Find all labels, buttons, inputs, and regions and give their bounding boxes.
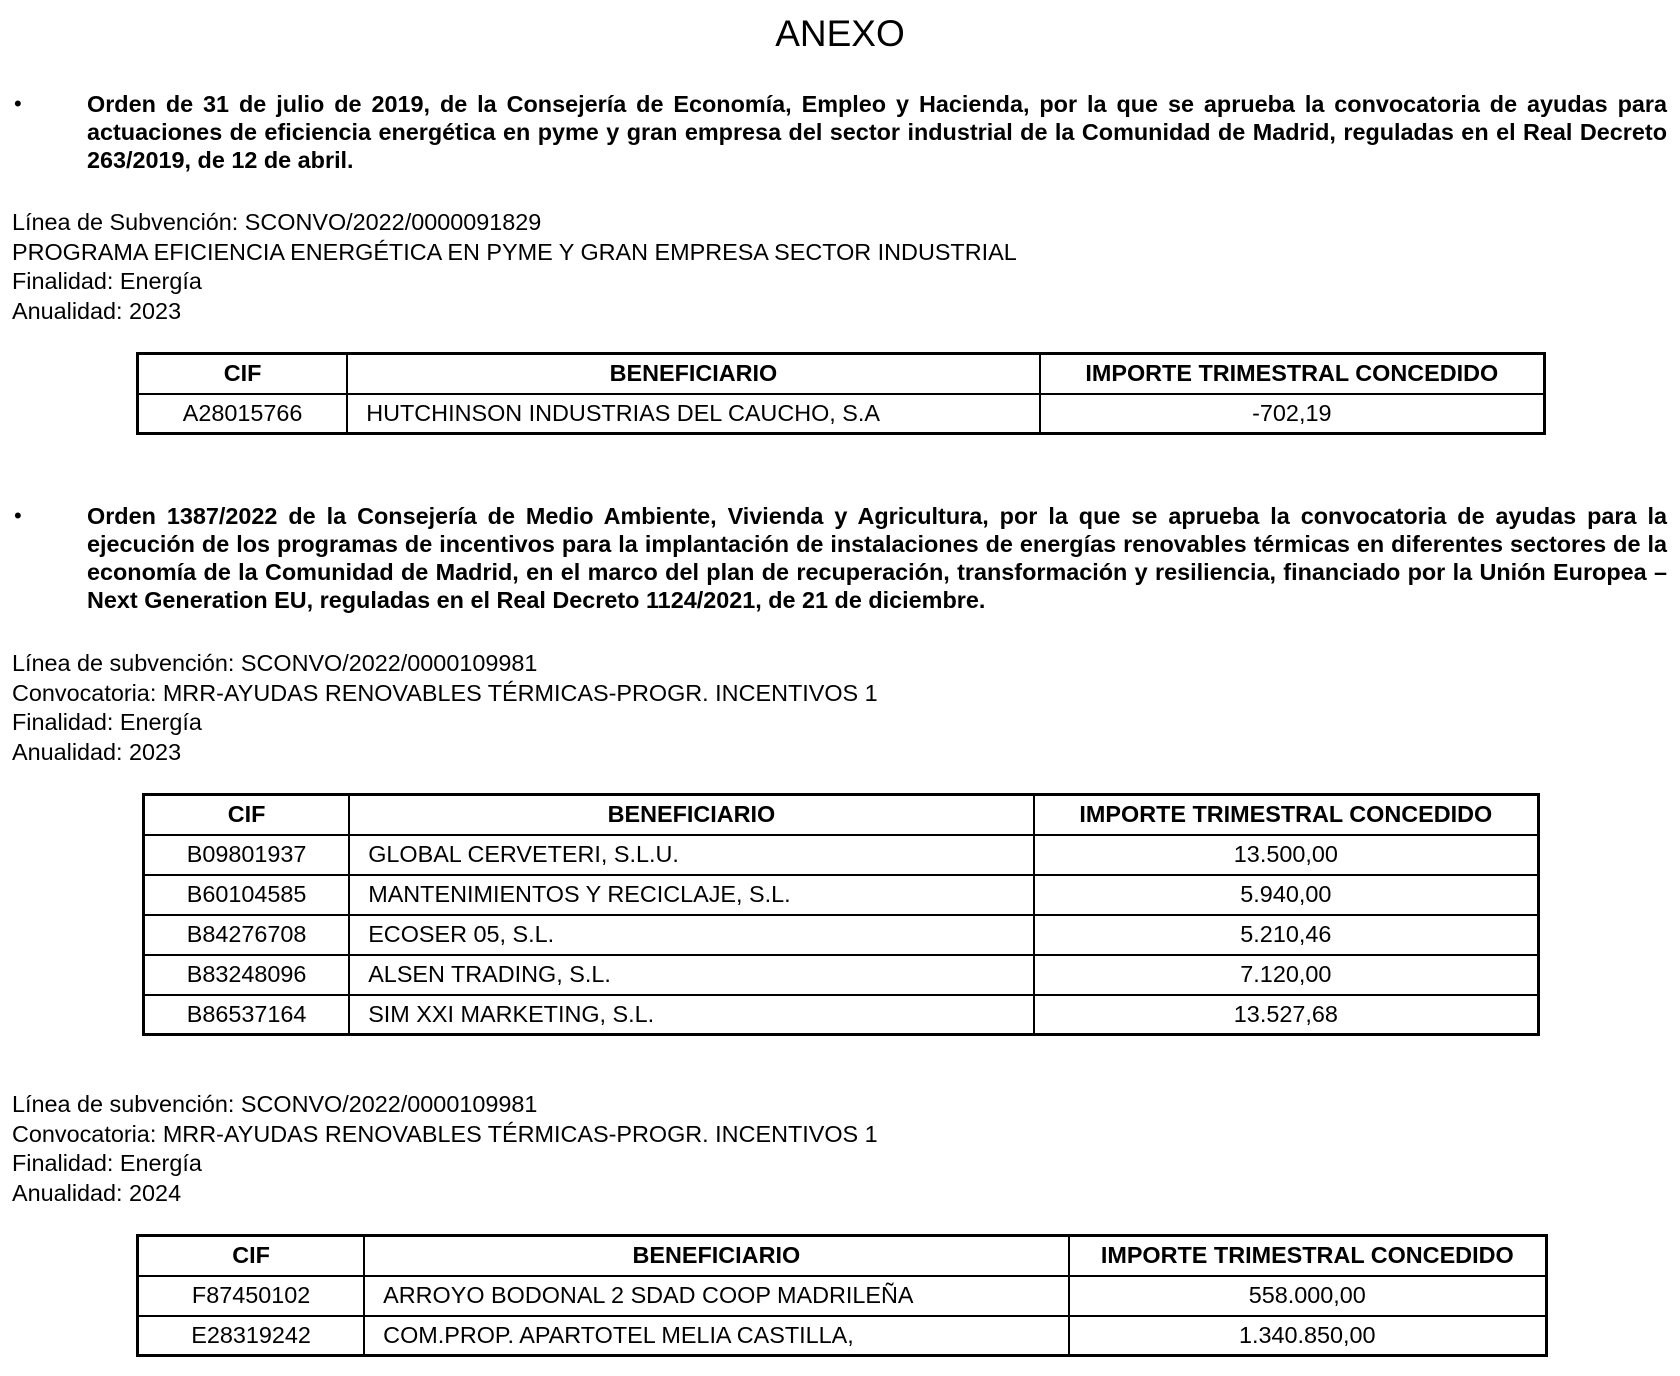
annuity: Anualidad: 2023 xyxy=(12,738,182,765)
cell-cif: B60104585 xyxy=(144,875,350,915)
cell-amount: 13.500,00 xyxy=(1034,835,1539,875)
table-header-row xyxy=(144,795,1539,835)
table-row xyxy=(144,875,1539,915)
bullet-icon: • xyxy=(14,91,22,116)
header-beneficiary: BENEFICIARIO xyxy=(349,795,1033,835)
cell-amount: 5.940,00 xyxy=(1034,875,1539,915)
cell-cif: E28319242 xyxy=(138,1316,365,1356)
beneficiaries-table-3 xyxy=(136,1234,1548,1357)
cell-beneficiary: HUTCHINSON INDUSTRIAS DEL CAUCHO, S.A xyxy=(347,394,1039,434)
cell-beneficiary: GLOBAL CERVETERI, S.L.U. xyxy=(349,835,1033,875)
call-name: Convocatoria: MRR-AYUDAS RENOVABLES TÉRMICAS-PROGR. INCENTIVOS 1 xyxy=(12,1120,878,1147)
subsidy-line-info-1 xyxy=(12,208,1017,326)
subsidy-line-info-3 xyxy=(12,1090,878,1208)
table-row xyxy=(144,915,1539,955)
cell-beneficiary: ARROYO BODONAL 2 SDAD COOP MADRILEÑA xyxy=(364,1276,1068,1316)
cell-beneficiary: ECOSER 05, S.L. xyxy=(349,915,1033,955)
annuity: Anualidad: 2024 xyxy=(12,1179,182,1206)
header-cif: CIF xyxy=(138,354,348,394)
table-row xyxy=(144,955,1539,995)
header-amount: IMPORTE TRIMESTRAL CONCEDIDO xyxy=(1040,354,1545,394)
header-beneficiary: BENEFICIARIO xyxy=(364,1236,1068,1276)
header-amount: IMPORTE TRIMESTRAL CONCEDIDO xyxy=(1034,795,1539,835)
cell-amount: 5.210,46 xyxy=(1034,915,1539,955)
header-cif: CIF xyxy=(144,795,350,835)
subsidy-line-info-2 xyxy=(12,649,878,767)
program-name: PROGRAMA EFICIENCIA ENERGÉTICA EN PYME Y GRAN EMPRESA SECTOR INDUSTRIAL xyxy=(12,238,1017,265)
header-beneficiary: BENEFICIARIO xyxy=(347,354,1039,394)
bullet-icon: • xyxy=(14,503,22,528)
table-row xyxy=(138,394,1545,434)
subsidy-line: Línea de Subvención: SCONVO/2022/0000091829 xyxy=(12,209,542,235)
table-row xyxy=(138,1316,1547,1356)
beneficiaries-table-2 xyxy=(142,793,1540,1036)
purpose: Finalidad: Energía xyxy=(12,1150,202,1176)
subsidy-line: Línea de subvención: SCONVO/2022/0000109981 xyxy=(12,650,538,676)
table-row xyxy=(144,835,1539,875)
cell-amount: 558.000,00 xyxy=(1069,1276,1547,1316)
header-cif: CIF xyxy=(138,1236,365,1276)
table-header-row xyxy=(138,1236,1547,1276)
subsidy-line: Línea de subvención: SCONVO/2022/0000109981 xyxy=(12,1091,538,1117)
cell-cif: B86537164 xyxy=(144,995,350,1035)
cell-cif: B83248096 xyxy=(144,955,350,995)
table-header-row xyxy=(138,354,1545,394)
cell-beneficiary: ALSEN TRADING, S.L. xyxy=(349,955,1033,995)
purpose: Finalidad: Energía xyxy=(12,268,202,294)
annuity: Anualidad: 2023 xyxy=(12,297,182,324)
order-1-text: Orden de 31 de julio de 2019, de la Consejería de Economía, Empleo y Hacienda, por la que se aprueba la convocatoria de ayudas para actuaciones de eficiencia energética en pyme y gran empresa del sector industrial de la Comunidad de Madrid, reguladas en el Real Decreto 263/2019, de 12 de abril. xyxy=(87,91,1667,173)
cell-amount: 1.340.850,00 xyxy=(1069,1316,1547,1356)
cell-amount: 13.527,68 xyxy=(1034,995,1539,1035)
table-row xyxy=(138,1276,1547,1316)
call-name: Convocatoria: MRR-AYUDAS RENOVABLES TÉRMICAS-PROGR. INCENTIVOS 1 xyxy=(12,679,878,706)
cell-beneficiary: MANTENIMIENTOS Y RECICLAJE, S.L. xyxy=(349,875,1033,915)
cell-amount: -702,19 xyxy=(1040,394,1545,434)
cell-cif: B84276708 xyxy=(144,915,350,955)
cell-beneficiary: COM.PROP. APARTOTEL MELIA CASTILLA, xyxy=(364,1316,1068,1356)
cell-cif: F87450102 xyxy=(138,1276,365,1316)
order-2-text: Orden 1387/2022 de la Consejería de Medio Ambiente, Vivienda y Agricultura, por la que se aprueba la convocatoria de ayudas para la ejecución de los programas de incentivos para la implantación de instalaciones de energías renovables térmicas en diferentes sectores de la economía de la Comunidad de Madrid, en el marco del plan de recuperación, transformación y resiliencia, financiado por la Unión Europea – Next Generation EU, reguladas en el Real Decreto 1124/2021, de 21 de diciembre. xyxy=(87,503,1667,613)
table-row xyxy=(144,995,1539,1035)
cell-cif: A28015766 xyxy=(138,394,348,434)
header-amount: IMPORTE TRIMESTRAL CONCEDIDO xyxy=(1069,1236,1547,1276)
page-title: ANEXO xyxy=(775,13,905,54)
cell-cif: B09801937 xyxy=(144,835,350,875)
cell-amount: 7.120,00 xyxy=(1034,955,1539,995)
cell-beneficiary: SIM XXI MARKETING, S.L. xyxy=(349,995,1033,1035)
beneficiaries-table-1 xyxy=(136,352,1546,435)
purpose: Finalidad: Energía xyxy=(12,709,202,735)
